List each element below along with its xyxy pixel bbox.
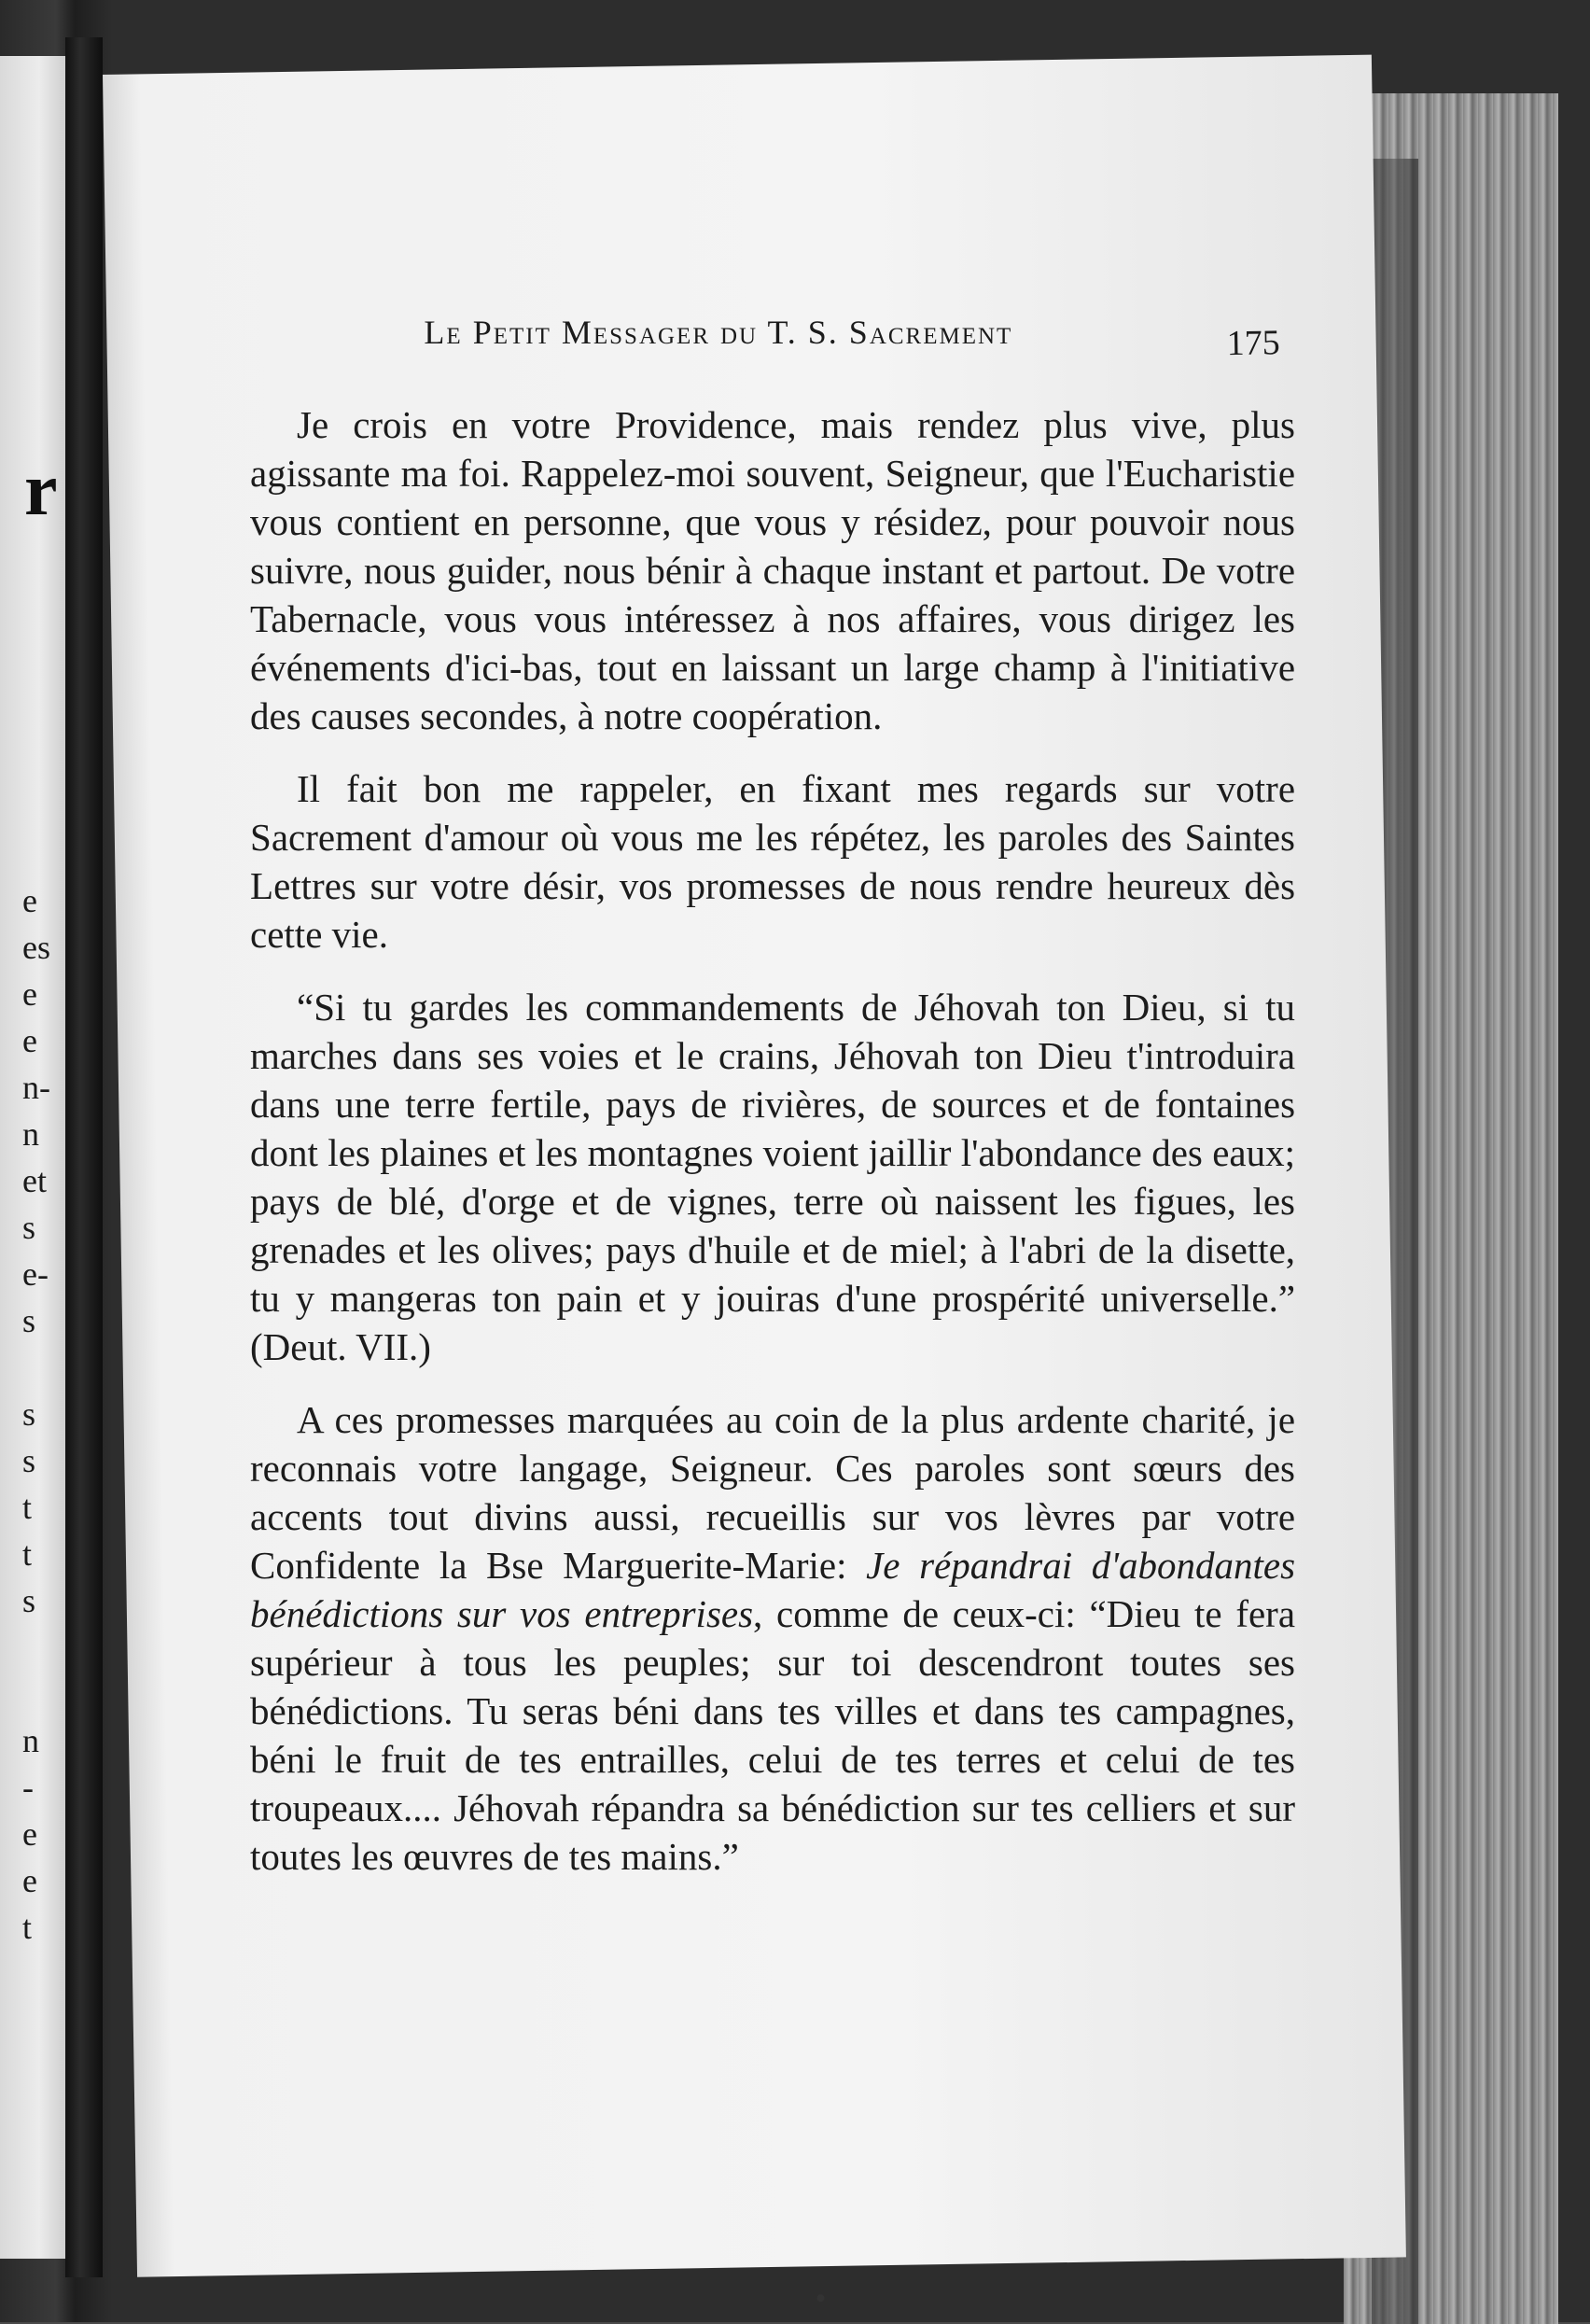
facing-page-fragment-9: s bbox=[22, 1302, 36, 1339]
paragraph-2: Il fait bon me rappeler, en fixant mes regards sur votre Sacrement d'amour où vous me les répétez, les paroles des Saintes Lettres sur votre désir, vos promesses de nous rendre heureux dès cette vie. bbox=[250, 766, 1296, 956]
facing-page-fragment-13: t bbox=[22, 1489, 33, 1526]
facing-page-fragment-4: n- bbox=[22, 1069, 50, 1106]
page-number: 175 bbox=[1226, 323, 1280, 364]
book-gutter bbox=[65, 37, 103, 2277]
page-speck bbox=[816, 2294, 824, 2302]
paragraph-4-italic-quote: Je répandrai d'abondantes bénédictions sur vos entreprises bbox=[250, 1543, 1296, 1635]
facing-page-fragment-12: s bbox=[22, 1442, 36, 1479]
facing-page-fragment-5: n bbox=[22, 1115, 39, 1153]
facing-page-fragment-16 bbox=[22, 1624, 50, 1671]
paragraph-4-text-before: A ces promesses marquées au coin de la plus ardente charité, je reconnais votre langage, Seigneur. Ces paroles sont sœurs des accents tout divins aussi, recueillis sur vos lèvres par votre Confidente la Bse Marguerite-Marie: bbox=[250, 1397, 1296, 1587]
facing-page-fragment-1: es bbox=[22, 929, 50, 966]
facing-page-fragment-3: e bbox=[22, 1022, 37, 1059]
facing-page-fragment-17 bbox=[22, 1671, 50, 1717]
facing-page-large-letter: r bbox=[24, 449, 58, 531]
facing-page-fragment-10 bbox=[22, 1344, 50, 1391]
running-header bbox=[424, 313, 1357, 352]
facing-page-fragment-14: t bbox=[22, 1535, 33, 1573]
paragraph-1: Je crois en votre Providence, mais rendez plus vive, plus agissante ma foi. Rappelez-moi souvent, Seigneur, que l'Eucharistie vous contient en personne, que vous y résidez, pour pouvoir nous suivre, nous guider, nous bénir à chaque instant et partout. De votre Tabernacle, vous vous intéressez à nos affaires, vous dirigez les événements d'ici-bas, tout en laissant un large champ à l'initiative des causes secondes, à notre coopération. bbox=[250, 402, 1296, 737]
facing-page-fragment-0: e bbox=[22, 882, 37, 919]
running-title: Le Petit Messager du T. S. Sacrement bbox=[424, 313, 1013, 351]
facing-page-fragment-22: t bbox=[22, 1909, 33, 1946]
facing-page-fragment-21: e bbox=[22, 1862, 37, 1899]
paragraph-3-scripture-quote: “Si tu gardes les commandements de Jéhovah ton Dieu, si tu marches dans ses voies et le crains, Jéhovah ton Dieu t'introduira dans une terre fertile, pays de rivières, de sources et de fontaines dont les plaines et les montagnes voient jaillir l'abondance des eaux; pays de blé, d'orge et de vignes, terre où naissent les figues, les grenades et les olives; pays d'huile et de miel; à l'abri de la disette, tu y mangeras ton pain et y jouiras d'une prospérité universelle.” (Deut. VII.) bbox=[250, 985, 1296, 1368]
body-text bbox=[250, 400, 1295, 1881]
facing-page-fragment-11: s bbox=[22, 1395, 36, 1433]
facing-page-fragment-15: s bbox=[22, 1582, 36, 1619]
facing-page-line-ends bbox=[22, 877, 50, 1951]
facing-page-fragment-20: e bbox=[22, 1815, 37, 1853]
facing-page-fragment-7: s bbox=[22, 1209, 36, 1246]
facing-page-fragment-6: et bbox=[22, 1162, 47, 1199]
facing-page-fragment-8: e- bbox=[22, 1255, 49, 1293]
facing-page-fragment-18: n bbox=[22, 1722, 39, 1759]
facing-page-fragment-19: - bbox=[22, 1769, 34, 1806]
facing-page-fragment bbox=[0, 56, 65, 2259]
paragraph-4 bbox=[250, 1395, 1295, 1881]
facing-page-fragment-2: e bbox=[22, 975, 37, 1013]
paragraph-4-text-after: , comme de ceux-ci: “Dieu te fera supérieur à tous les peuples; sur toi descendront toutes ses bénédictions. Tu seras béni dans tes villes et dans tes campagnes, béni le fruit de tes entrailles, celui de tes terres et celui de tes troupeaux.... Jéhovah répandra sa bénédiction sur tes celliers et sur toutes les œuvres de tes mains.” bbox=[250, 1591, 1296, 1878]
book-page bbox=[103, 55, 1406, 2277]
